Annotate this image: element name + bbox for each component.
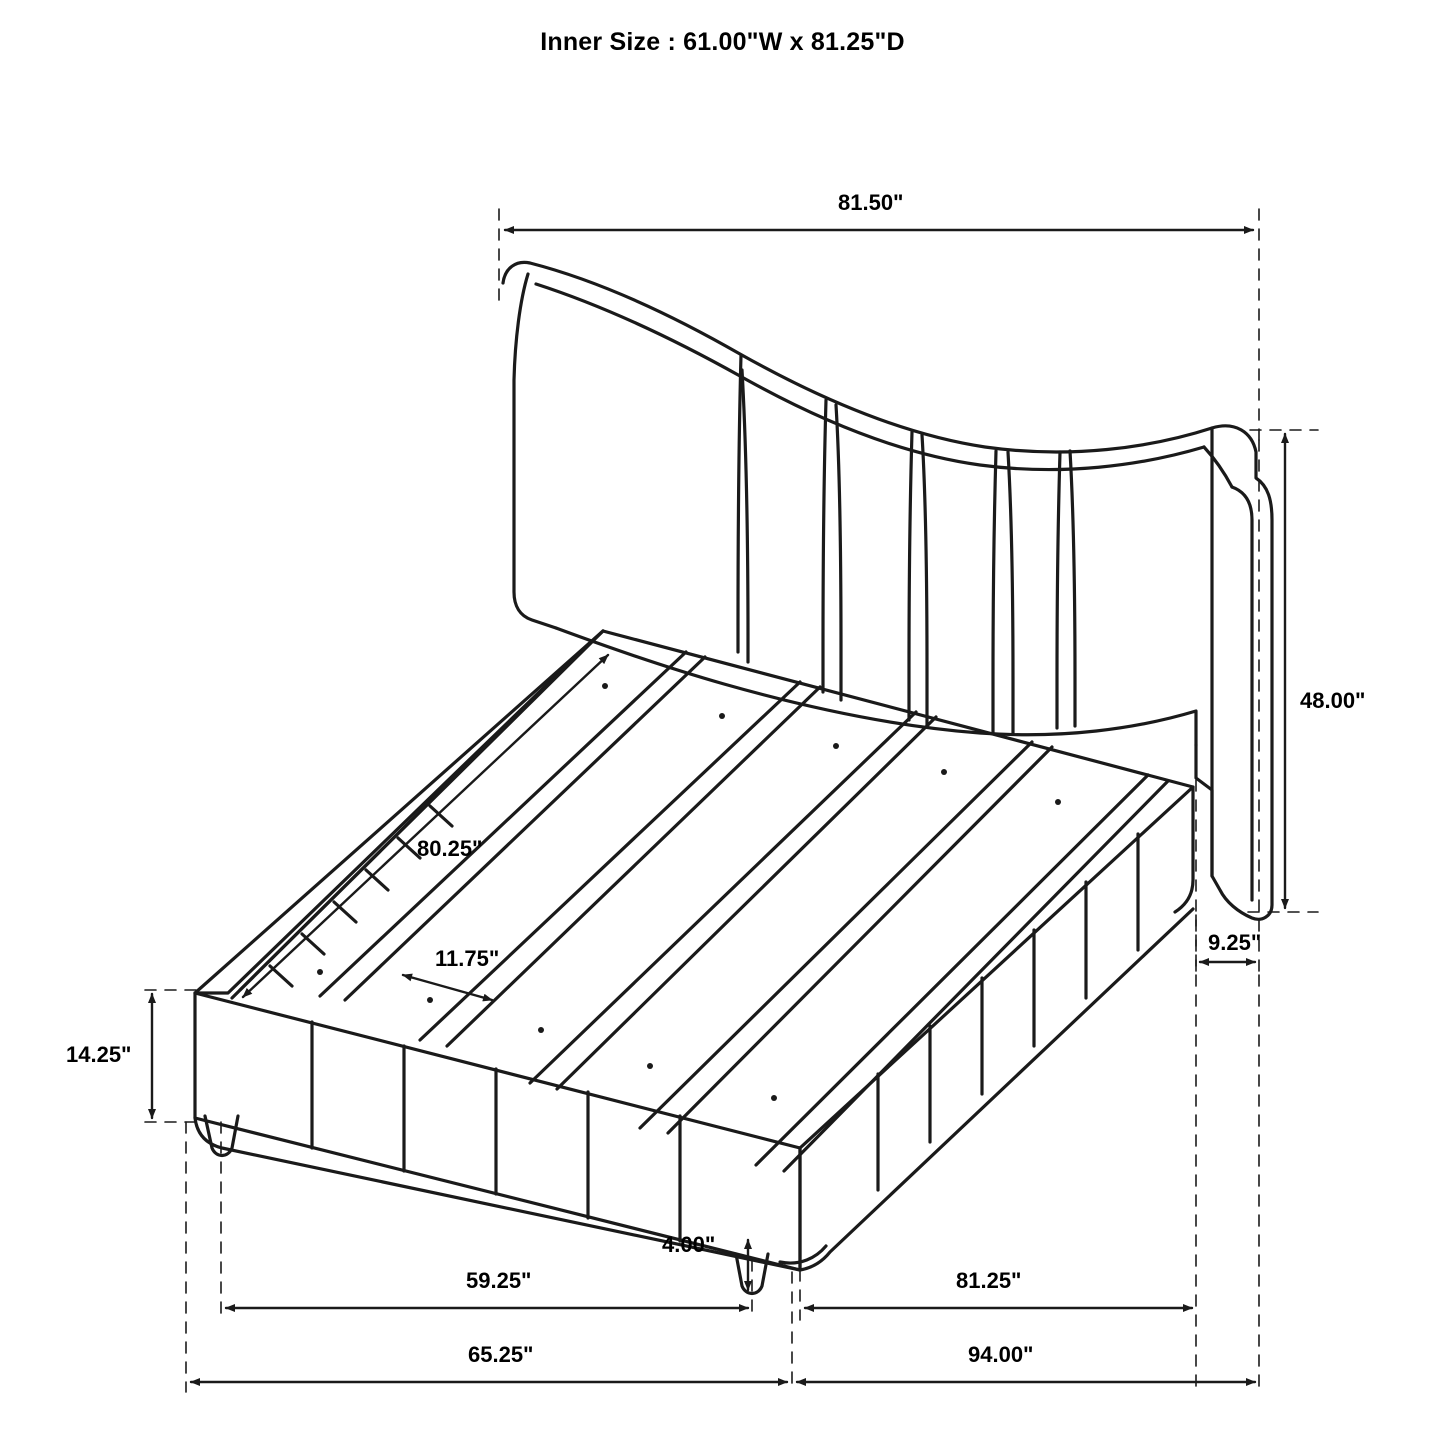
dimension-label-overall-footprint-left: 65.25" — [468, 1342, 534, 1367]
page-title: Inner Size : 61.00"W x 81.25"D — [540, 28, 905, 56]
dimension-label-bed-side-length: 81.25" — [956, 1268, 1022, 1293]
dimension-label-overall-width-top: 81.50" — [838, 190, 904, 215]
dimension-label-overall-footprint-right: 94.00" — [968, 1342, 1034, 1367]
dimension-label-footboard-width: 59.25" — [466, 1268, 532, 1293]
dimension-label-headboard-height: 48.00" — [1300, 688, 1366, 713]
dimension-label-slat-spacing: 11.75" — [435, 946, 500, 971]
witness-lines — [145, 209, 1318, 1392]
dimension-label-headboard-offset: 9.25" — [1208, 930, 1262, 955]
dimension-label-mattress-depth: 80.25" — [417, 836, 483, 861]
dimension-label-leg-height: 4.00" — [662, 1232, 716, 1257]
bed-frame — [195, 631, 1193, 1294]
dimension-label-side-rail-height: 14.25" — [66, 1042, 132, 1067]
